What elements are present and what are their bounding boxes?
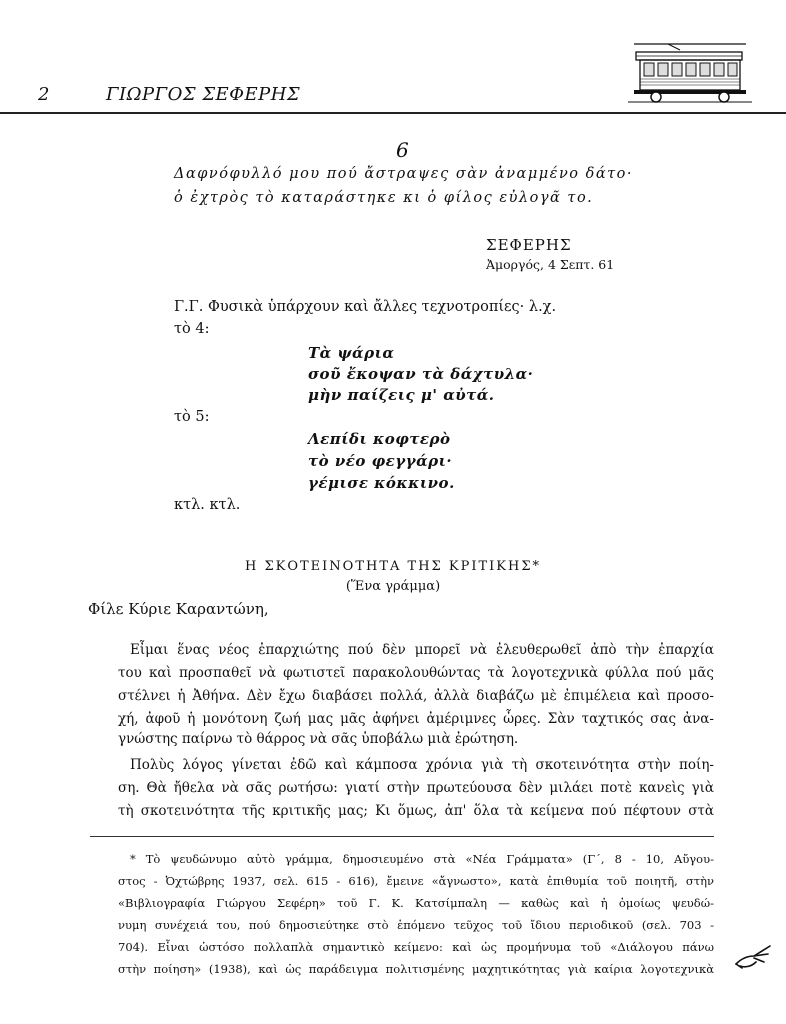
- note-label-4: τὸ 4:: [174, 321, 210, 337]
- poem-place-date: Ἀμοργός, 4 Σεπτ. 61: [486, 257, 615, 272]
- footnote-rule: [90, 836, 714, 837]
- verse-5-line-2: τὸ νέο φεγγάρι·: [308, 452, 453, 470]
- essay-greeting: Φίλε Κύριε Καραντώνη,: [88, 600, 269, 618]
- footnote-line-5: [118, 936, 714, 958]
- essay-para2-line-1: Πολὺς λόγος γίνεται ἐδῶ καὶ κάμποσα χρόνια γιὰ τὴ σκοτεινότητα στὴν ποίη-: [130, 757, 714, 773]
- note-etc: κτλ. κτλ.: [174, 497, 241, 513]
- essay-para1-line-5: γνώστης παίρνω τὸ θάρρος νὰ σᾶς ὑποβάλω μιὰ ἐρώτηση.: [118, 731, 519, 747]
- poem-line-2: ὁ ἐχτρὸς τὸ καταράστηκε κι ὁ φίλος εὐλογᾶ το.: [174, 190, 594, 206]
- verse-4-line-3: μὴν παίζεις μ' αὐτά.: [308, 386, 495, 404]
- essay-para1-line-4: χή, ἀφοῦ ἡ μονότονη ζωή μας μᾶς ἀφήνει ἀμέριμνες ὧρες. Σὰν ταχτικός σας ἀνα-: [118, 711, 714, 727]
- poem-signature: ΣΕΦΕΡΗΣ: [486, 236, 572, 254]
- running-head: ΓΙΩΡΓΟΣ ΣΕΦΕΡΗΣ: [106, 84, 301, 105]
- footnote-line-4: [118, 914, 714, 936]
- header-rule: [0, 112, 786, 114]
- footnote-text: στος - Ὀχτώβρης 1937, σελ. 615 - 616), ἔμεινε «ἄγνωστο», κατὰ ἐπιθυμία τοῦ ποιητῆ, στὴν: [118, 874, 714, 888]
- poem-line-1: Δαφνόφυλλό μου πού ἄστραψες σὰν ἀναμμένο δάτο·: [174, 166, 633, 182]
- essay-para1-line-1: Εἶμαι ἕνας νέος ἐπαρχιώτης πού δὲν μπορεῖ νὰ ἐλευθερωθεῖ ἀπὸ τὴν ἐπαρχία: [130, 642, 714, 658]
- verse-5-line-3: γέμισε κόκκινο.: [308, 474, 455, 492]
- footnote-text: νυμη συνέχειά του, πού δημοσιεύτηκε στὸ ἑπόμενο τεῦχος τοῦ ἴδιου περιοδικοῦ (σελ. 703 -: [118, 918, 714, 932]
- verse-4-line-2: σοῦ ἔκοψαν τὰ δάχτυλα·: [308, 365, 534, 383]
- footnote-text: στὴν ποίηση» (1938), καὶ ὡς παράδειγμα πολιτισμένης μαχητικότητας γιὰ καίρια λογοτεχνικὰ: [118, 962, 714, 976]
- pointing-hand-icon: [734, 940, 774, 970]
- footnote-line-1: [130, 848, 714, 870]
- essay-para1-line-2: του καὶ προσπαθεῖ νὰ φωτιστεῖ παρακολουθώντας τὰ λογοτεχνικὰ φύλλα πού μᾶς: [118, 665, 714, 681]
- footnote-text: 704). Εἶναι ὡστόσο πολλαπλὰ σημαντικὸ κείμενο: καὶ ὡς προμήνυμα τοῦ «Διάλογου πάνω: [118, 940, 714, 954]
- note-intro: Γ.Γ. Φυσικὰ ὑπάρχουν καὶ ἄλλες τεχνοτροπίες· λ.χ.: [174, 299, 557, 315]
- essay-title: Η ΣΚΟΤΕΙΝΟΤΗΤΑ ΤΗΣ ΚΡΙΤΙΚΗΣ*: [244, 559, 542, 574]
- footnote-text: «Βιβλιογραφία Γιώργου Σεφέρη» τοῦ Γ. Κ. Κατσίμπαλη — καθὼς καὶ ἡ ὁμοίως ψευδώ-: [118, 896, 714, 910]
- essay-subtitle: (Ἕνα γράμμα): [345, 579, 441, 594]
- verse-4-line-1: Τὰ ψάρια: [308, 344, 395, 362]
- poem-number: 6: [396, 138, 409, 162]
- essay-para2-line-3: τὴ σκοτεινότητα τῆς κριτικῆς μας; Κι ὅμως, ἀπ' ὅλα τὰ κείμενα πού πέφτουν στὰ: [118, 803, 714, 819]
- page-number: 2: [38, 84, 50, 105]
- footnote-line-2: [118, 870, 714, 892]
- footnote-line-3: [118, 892, 714, 914]
- tram-car-icon: [628, 38, 752, 104]
- footnote-line-6: [118, 958, 714, 980]
- note-label-5: τὸ 5:: [174, 409, 210, 425]
- footnote-text: * Τὸ ψευδώνυμο αὐτὸ γράμμα, δημοσιευμένο στὰ «Νέα Γράμματα» (Γ΄, 8 - 10, Αὔγου-: [130, 852, 714, 866]
- essay-para2-line-2: ση. Θὰ ἤθελα νὰ σᾶς ρωτήσω: γιατί στὴν πρωτεύουσα δὲν μιλάει ποτὲ κανεὶς γιὰ: [118, 780, 714, 796]
- essay-para1-line-3: στέλνει ἡ Ἀθήνα. Δὲν ἔχω διαβάσει πολλά, ἀλλὰ διαβάζω μὲ ἐπιμέλεια καὶ προσο-: [118, 688, 714, 704]
- verse-5-line-1: Λεπίδι κοφτερὸ: [308, 430, 451, 448]
